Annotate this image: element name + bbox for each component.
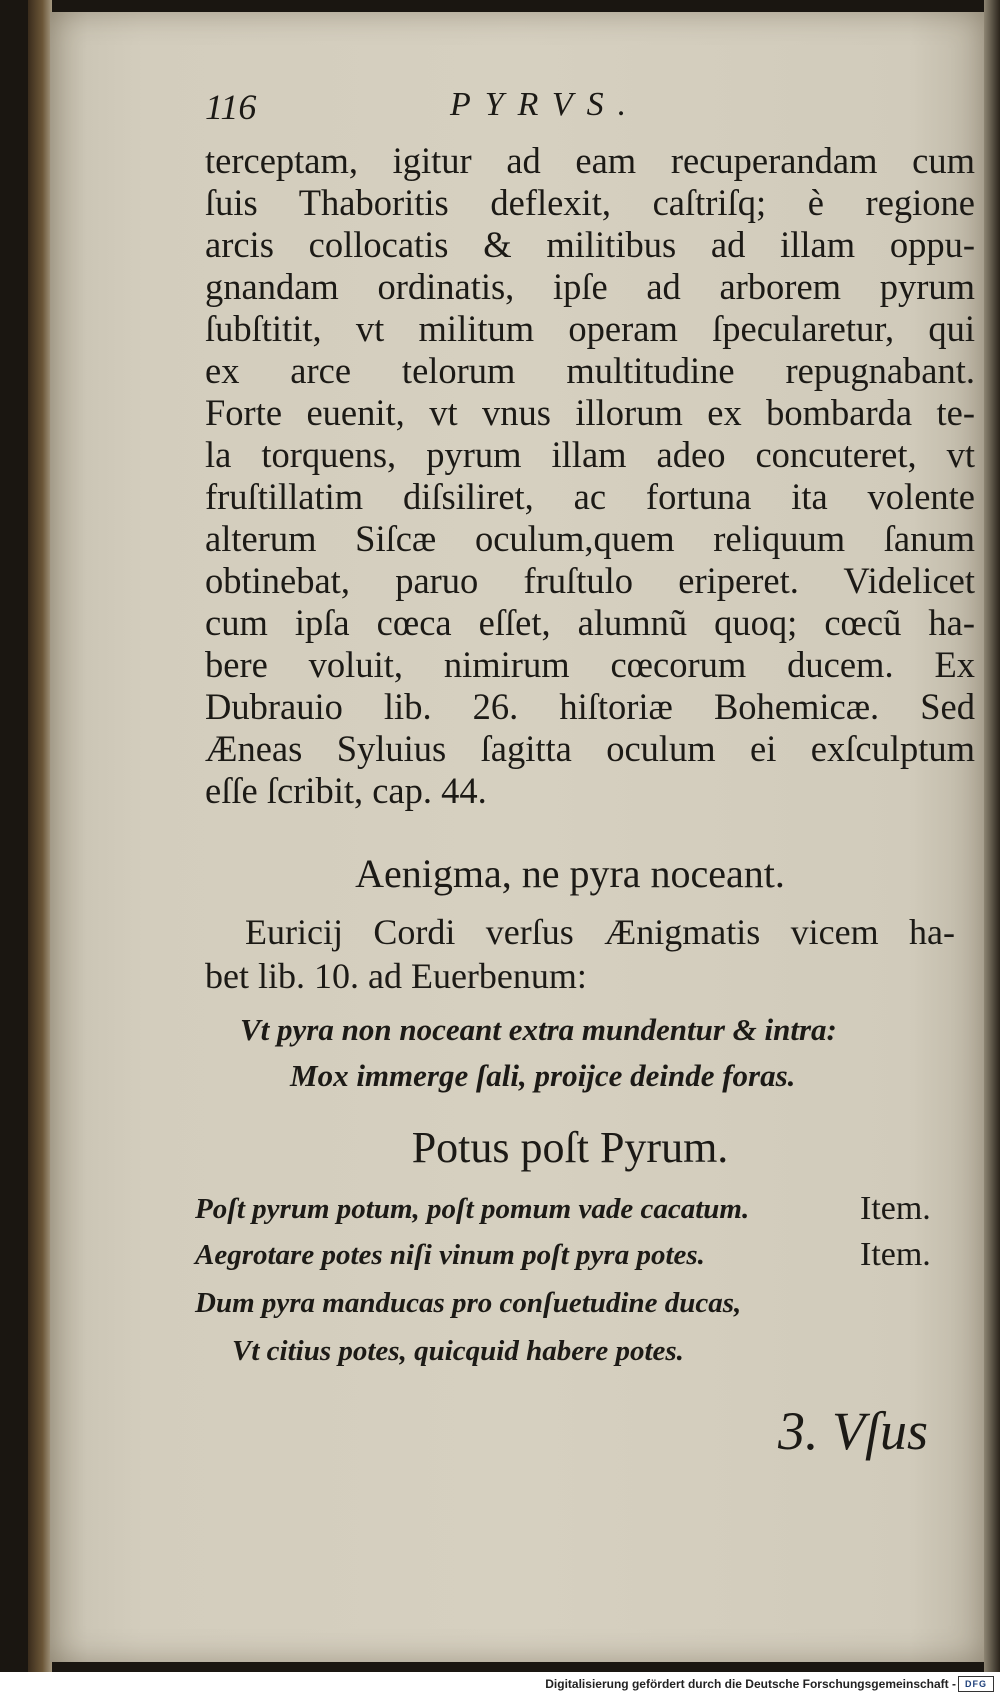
text-line: alterum Siſcæ oculum,quem reliquum ſanum: [205, 518, 975, 559]
section-heading-aenigma: Aenigma, ne pyra noceant.: [355, 851, 785, 896]
verse-line: Vt pyra non noceant extra mundentur & intra:: [240, 1012, 837, 1047]
text-line: gnandam ordinatis, ipſe ad arborem pyrum: [205, 266, 975, 307]
proverb-text: Dum pyra manducas pro conſuetudine ducas,: [195, 1287, 742, 1319]
text-line: Dubrauio lib. 26. hiſtoriæ Bohemicæ. Sed: [205, 686, 975, 727]
section-heading-potus: Potus poſt Pyrum.: [411, 1123, 729, 1172]
dfg-logo: DFG: [958, 1676, 994, 1692]
text-line: bere voluit, nimirum cœcorum ducem. Ex: [205, 644, 975, 685]
text-line: terceptam, igitur ad eam recuperandam cum: [205, 140, 975, 181]
text-line: cum ipſa cœca eſſet, alumnũ quoq; cœcũ ha-: [205, 602, 975, 643]
page-number: 116: [205, 87, 257, 127]
verse-line: Mox immerge ſali, proijce deinde foras.: [290, 1058, 796, 1093]
text-line: arcis collocatis & militibus ad illam oppu-: [205, 224, 975, 265]
text-line: fruſtillatim diſsiliret, ac fortuna ita volente: [205, 476, 975, 517]
book-spine: [28, 0, 52, 1672]
footer-credit: Digitalisierung gefördert durch die Deutsche Forschungsgemeinschaft -: [545, 1677, 956, 1691]
running-title: PYRVS.: [450, 86, 641, 123]
text-line: ſuis Thaboritis deflexit, caſtriſq; è regione: [205, 182, 975, 223]
proverb-line: [232, 1328, 992, 1374]
catchword: 3. Vſus: [778, 1401, 929, 1461]
proverb-line: [195, 1232, 955, 1278]
page-edge: [984, 0, 1000, 1672]
text-line: Æneas Syluius ſagitta oculum ei exſculptum: [205, 728, 975, 769]
intro-line: bet lib. 10. ad Euerbenum:: [205, 956, 587, 996]
intro-line: Euricij Cordi verſus Ænigmatis vicem ha-: [245, 912, 955, 952]
digitization-footer: [0, 1672, 1000, 1696]
proverb-note: Item.: [860, 1190, 931, 1227]
text-line: Forte euenit, vt vnus illorum ex bombarda te-: [205, 392, 975, 433]
text-line: la torquens, pyrum illam adeo concuteret, vt: [205, 434, 975, 475]
proverb-text: Vt citius potes, quicquid habere potes.: [232, 1335, 684, 1367]
text-line: obtinebat, paruo fruſtulo eriperet. Videlicet: [205, 560, 975, 601]
proverb-line: [195, 1280, 955, 1326]
proverb-note: Item.: [860, 1236, 931, 1273]
page-header: [205, 86, 945, 126]
body-text: [205, 140, 975, 812]
proverb-text: Aegrotare potes niſi vinum poſt pyra potes.: [195, 1239, 705, 1271]
text-line: eſſe ſcribit, cap. 44.: [205, 770, 487, 811]
text-line: ex arce telorum multitudine repugnabant.: [205, 350, 975, 391]
aenigma-intro: [205, 910, 955, 998]
proverb-text: Poſt pyrum potum, poſt pomum vade cacatum.: [195, 1193, 750, 1225]
proverb-line: [195, 1186, 955, 1232]
text-line: ſubſtitit, vt militum operam ſpecularetur, qui: [205, 308, 975, 349]
